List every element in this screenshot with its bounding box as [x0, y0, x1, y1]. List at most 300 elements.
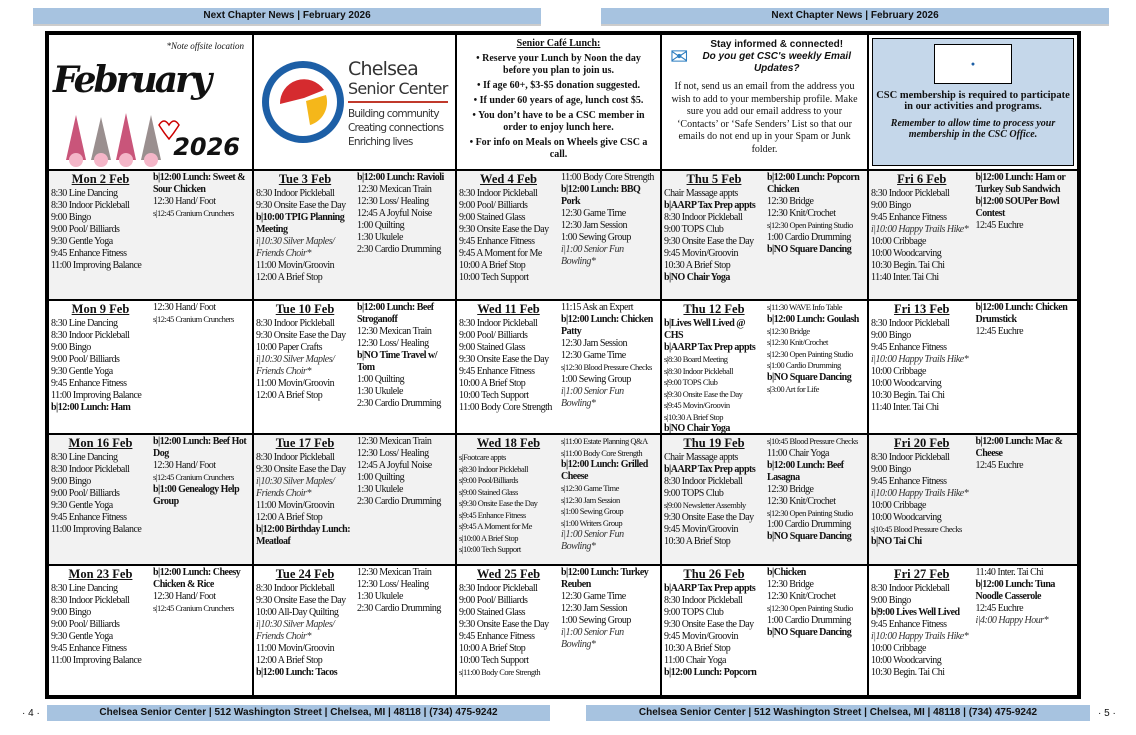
event-item: i|1:00 Senior Fun Bowling* — [561, 244, 624, 267]
event-item: 12:45 A Joyful Noise — [357, 208, 432, 219]
event-item: 9:30 Gentle Yoga — [51, 366, 113, 377]
event-item: s|9:00 Pool/Billiards — [459, 475, 518, 485]
event-item: 10:30 A Brief Stop — [664, 535, 731, 547]
logo-name-2: Senior Center — [348, 79, 448, 98]
event-item: s|12:30 Open Painting Studio — [767, 220, 853, 230]
event-item: s|Footcare appts — [459, 452, 506, 462]
event-item: i|10:00 Happy Trails Hike* — [871, 631, 969, 642]
day-cell — [661, 170, 868, 300]
event-item: 10:00 Woodcarving — [871, 512, 942, 523]
day-column-left — [51, 302, 151, 433]
event-item: b|Chicken — [767, 567, 806, 578]
day-column-left — [459, 567, 559, 695]
cafe-bullet-text: You don’t have to be a CSC member in order to enjoy lunch here. — [478, 110, 645, 133]
page-footer-right: Chelsea Senior Center | 512 Washington Street | Chelsea, MI | 48118 | (734) 475-9242 — [586, 705, 1090, 721]
cafe-title: Senior Café Lunch: — [516, 38, 601, 49]
event-item: i|1:00 Senior Fun Bowling* — [561, 627, 624, 650]
day-column-right — [355, 567, 454, 695]
event-item: 8:30 Line Dancing — [51, 188, 118, 199]
event-item: s|12:30 Bridge — [767, 325, 810, 336]
event-item: 10:00 A Brief Stop — [459, 643, 526, 654]
event-item: 12:00 A Brief Stop — [256, 655, 323, 666]
event-item: i|1:00 Senior Fun Bowling* — [561, 385, 624, 409]
email-updates-info — [661, 34, 868, 170]
event-item: 8:30 Line Dancing — [51, 318, 118, 329]
day-cell — [661, 300, 868, 434]
event-item: 12:00 A Brief Stop — [256, 390, 323, 401]
membership-info — [868, 34, 1078, 170]
day-cell — [456, 434, 661, 565]
event-item: 12:45 Euchre — [975, 326, 1024, 337]
event-item: 9:45 Enhance Fitness — [871, 619, 947, 630]
day-column-left — [871, 567, 974, 695]
event-item: 12:30 Mexican Train — [357, 436, 432, 447]
day-column-right — [355, 172, 454, 299]
event-item: 9:30 Onsite Ease the Day — [256, 595, 346, 606]
day-cell — [661, 434, 868, 565]
event-item: b|12:00 Lunch: Chicken Patty — [561, 314, 653, 337]
event-item: s|10:45 Blood Pressure Checks — [871, 524, 962, 534]
cafe-bullet: • If under 60 years of age, lunch cost $5. — [473, 95, 644, 106]
event-item: 9:00 Stained Glass — [459, 342, 525, 353]
day-date: Wed 25 Feb — [476, 567, 541, 581]
event-item: b|AARP Tax Prep appts — [664, 200, 756, 211]
event-item: 10:30 Begin. Tai Chi — [871, 390, 945, 401]
event-item: 11:00 Improving Balance — [51, 260, 142, 271]
day-cell — [253, 170, 456, 300]
cafe-bullet-text: If under 60 years of age, lunch cost $5. — [479, 95, 644, 106]
day-column-right — [974, 302, 1077, 433]
event-item: 1:00 Cardio Drumming — [767, 231, 851, 243]
event-item: 9:30 Onsite Ease the Day — [459, 224, 549, 235]
event-item: s|10:00 Tech Support — [459, 544, 521, 554]
event-item: 1:30 Ukulele — [357, 591, 403, 602]
event-item: b|12:00 Lunch: Chicken Drumstick — [975, 302, 1068, 325]
day-cell — [456, 170, 661, 300]
event-item: 12:45 A Joyful Noise — [357, 460, 432, 471]
day-column-left — [871, 302, 974, 433]
day-cell — [868, 434, 1078, 565]
event-item: 9:00 Bingo — [51, 607, 91, 618]
event-item: 8:30 Indoor Pickleball — [871, 452, 950, 463]
event-item: 12:30 Knit/Crochet — [767, 495, 836, 507]
event-item: s|3:00 Art for Life — [767, 383, 819, 394]
event-item: s|11:00 Estate Planning Q&A — [561, 436, 648, 446]
day-column-left — [51, 567, 151, 695]
event-item: b|12:00 Lunch: Sweet & Sour Chicken — [153, 172, 246, 195]
event-item: b|12:00 Lunch: Mac & Cheese — [975, 436, 1063, 459]
page-header-right: Next Chapter News | February 2026 — [601, 8, 1109, 26]
event-item: 9:45 Movin/Groovin — [664, 631, 739, 642]
event-item: 10:00 A Brief Stop — [459, 378, 526, 389]
day-date: Thu 12 Feb — [683, 302, 745, 316]
event-item: 11:00 Improving Balance — [51, 524, 142, 535]
event-item: 11:40 Inter. Tai Chi — [871, 402, 939, 413]
event-item: s|12:45 Cranium Crunchers — [153, 208, 234, 218]
event-item: 12:30 Hand/ Foot — [153, 460, 216, 471]
logo-cell — [253, 34, 456, 170]
event-item: 1:00 Sewing Group — [561, 615, 631, 626]
day-column-left — [664, 567, 765, 695]
event-item: 2:30 Cardio Drumming — [357, 603, 441, 614]
event-item: s|9:45 A Moment for Me — [459, 521, 532, 531]
event-item: b|12:00 Lunch: Goulash — [767, 313, 859, 325]
day-date: Mon 2 Feb — [71, 172, 130, 186]
event-item: 10:30 Begin. Tai Chi — [871, 667, 945, 678]
event-item: 9:00 Stained Glass — [459, 607, 525, 618]
event-item: i|10:00 Happy Trails Hike* — [871, 488, 969, 499]
event-item: 9:45 Enhance Fitness — [459, 366, 535, 377]
day-column-right — [765, 302, 866, 433]
event-item: 10:00 All-Day Quilting — [256, 607, 339, 618]
event-item: 9:45 Enhance Fitness — [871, 212, 947, 223]
event-item: 8:30 Line Dancing — [51, 583, 118, 594]
event-item: 12:30 Game Time — [561, 208, 626, 219]
day-column-right — [559, 436, 659, 564]
logo-tagline-2: Creating connections — [348, 122, 444, 134]
event-item: 10:00 Cribbage — [871, 643, 926, 654]
event-item: 1:00 Quilting — [357, 374, 405, 385]
event-item: 1:30 Ukulele — [357, 386, 403, 397]
day-date: Tue 17 Feb — [275, 436, 335, 450]
event-item: 9:30 Onsite Ease the Day — [256, 464, 346, 475]
cafe-bullet-text: If age 60+, $3-$5 donation suggested. — [482, 80, 641, 91]
event-item: 12:30 Game Time — [561, 591, 626, 602]
event-item: 10:30 Begin. Tai Chi — [871, 260, 945, 271]
event-item: b|12:00 Lunch: Turkey Reuben — [561, 567, 649, 590]
event-item: 9:00 TOPS Club — [664, 224, 724, 235]
day-column-left — [664, 172, 765, 299]
event-item: s|1:00 Writers Group — [561, 517, 623, 528]
event-item: 8:30 Indoor Pickleball — [51, 330, 130, 341]
event-item: s|12:30 Jam Session — [561, 494, 620, 505]
event-item: b|12:00 Lunch: Beef Stroganoff — [357, 302, 434, 325]
event-item: 11:00 Chair Yoga — [767, 447, 829, 459]
event-item: 12:30 Loss/ Healing — [357, 338, 429, 349]
event-item: s|1:00 Cardio Drumming — [767, 360, 841, 370]
day-column-left — [871, 172, 974, 299]
event-item: i|4:00 Happy Hour* — [975, 615, 1049, 626]
day-date: Tue 3 Feb — [278, 172, 332, 186]
day-date: Mon 16 Feb — [68, 436, 133, 450]
day-date: Fri 27 Feb — [893, 567, 950, 581]
event-item: b|NO Square Dancing — [767, 626, 852, 638]
event-item: 12:30 Bridge — [767, 579, 814, 590]
event-item: 9:45 Enhance Fitness — [51, 512, 127, 523]
event-item: 11:00 Movin/Groovin — [256, 500, 335, 511]
day-column-left — [51, 436, 151, 564]
event-item: 8:30 Indoor Pickleball — [51, 464, 130, 475]
event-item: 11:00 Improving Balance — [51, 655, 142, 666]
day-date: Tue 10 Feb — [275, 302, 335, 316]
day-column-right — [974, 567, 1077, 695]
event-item: s|10:30 A Brief Stop — [664, 411, 724, 422]
day-column-left — [664, 436, 765, 564]
event-item: 8:30 Indoor Pickleball — [256, 188, 335, 199]
event-item: 9:00 Pool/ Billiards — [51, 224, 120, 235]
event-item: 11:00 Movin/Groovin — [256, 643, 335, 654]
day-date: Wed 4 Feb — [480, 172, 537, 186]
day-column-right — [765, 436, 866, 564]
event-item: 2:30 Cardio Drumming — [357, 496, 441, 507]
day-column-right — [765, 567, 866, 695]
day-column-right — [765, 172, 866, 299]
event-item: 9:30 Onsite Ease the Day — [664, 236, 754, 247]
day-column-right — [355, 436, 454, 564]
event-item: b|12:00 Lunch: Popcorn — [664, 667, 757, 678]
event-item: 9:45 Enhance Fitness — [459, 236, 535, 247]
event-item: i|1:00 Senior Fun Bowling* — [561, 529, 624, 552]
event-item: 9:30 Onsite Ease the Day — [664, 511, 754, 523]
event-item: 12:30 Jam Session — [561, 338, 627, 349]
event-item: 12:30 Knit/Crochet — [767, 591, 836, 602]
event-item: Chair Massage appts — [664, 188, 738, 199]
membership-required: CSC membership is required to participate in our activities and programs. — [876, 90, 1070, 112]
event-item: 12:00 A Brief Stop — [256, 272, 323, 283]
event-item: 8:30 Indoor Pickleball — [51, 200, 130, 211]
day-column-right — [974, 436, 1077, 564]
day-column-left — [871, 436, 974, 564]
page-footer-left: Chelsea Senior Center | 512 Washington Street | Chelsea, MI | 48118 | (734) 475-9242 — [47, 705, 550, 721]
event-item: b|NO Square Dancing — [767, 243, 852, 255]
event-item: 9:00 Stained Glass — [459, 212, 525, 223]
email-title: Stay informed & connected! — [710, 39, 844, 50]
day-cell — [253, 565, 456, 696]
day-column-left — [459, 436, 559, 564]
small-logo-icon: ● — [934, 44, 1012, 84]
cafe-bullet: • You don’t have to be a CSC member in order to enjoy lunch here. — [472, 110, 645, 133]
day-column-right — [559, 302, 659, 433]
event-item: 9:00 Bingo — [51, 212, 91, 223]
event-item: b|NO Chair Yoga — [664, 272, 730, 283]
event-item: b|AARP Tax Prep appts — [664, 342, 756, 353]
event-item: 12:00 A Brief Stop — [256, 512, 323, 523]
event-item: 9:00 Bingo — [871, 200, 911, 211]
event-item: 8:30 Indoor Pickleball — [871, 583, 950, 594]
event-item: 8:30 Indoor Pickleball — [256, 583, 335, 594]
event-item: 9:00 Bingo — [871, 330, 911, 341]
event-item: b|AARP Tax Prep appts — [664, 464, 756, 475]
event-item: 9:45 Enhance Fitness — [871, 342, 947, 353]
event-item: 9:30 Gentle Yoga — [51, 631, 113, 642]
day-column-left — [51, 172, 151, 299]
event-item: 1:30 Ukulele — [357, 484, 403, 495]
event-item: 10:00 Cribbage — [871, 366, 926, 377]
event-item: 1:00 Sewing Group — [561, 373, 631, 385]
event-item: b|AARP Tax Prep appts — [664, 583, 756, 594]
event-item: 12:30 Loss/ Healing — [357, 579, 429, 590]
event-item: 12:30 Bridge — [767, 196, 814, 207]
event-item: 10:00 Cribbage — [871, 500, 926, 511]
day-date: Tue 24 Feb — [275, 567, 335, 581]
event-item: 1:30 Ukulele — [357, 232, 403, 243]
cafe-bullet: • Reserve your Lunch by Noon the day before you plan to join us. — [476, 53, 641, 76]
event-item: b|12:00 Lunch: Ham — [51, 402, 131, 413]
event-item: b|12:00 Lunch: Beef Lasagna — [767, 459, 844, 483]
day-column-left — [256, 302, 355, 433]
membership-note: Remember to allow time to process your membership in the CSC Office. — [890, 118, 1056, 140]
event-item: b|NO Square Dancing — [767, 531, 852, 542]
event-item: s|9:00 TOPS Club — [664, 377, 718, 387]
event-item: 11:00 Chair Yoga — [664, 655, 726, 666]
day-column-right — [355, 302, 454, 433]
event-item: 12:30 Loss/ Healing — [357, 196, 429, 207]
event-item: 1:00 Sewing Group — [561, 232, 631, 243]
day-cell — [48, 170, 253, 300]
event-item: 1:00 Cardio Drumming — [767, 614, 851, 626]
event-item: s|11:30 WAVE Info Table — [767, 302, 842, 312]
event-item: 12:30 Jam Session — [561, 220, 627, 231]
day-column-right — [151, 172, 251, 299]
event-item: 10:00 Woodcarving — [871, 378, 942, 389]
event-item: b|9:00 Lives Well Lived — [871, 607, 960, 618]
event-item: 10:00 Tech Support — [459, 272, 529, 283]
page-number-left: · 4 · — [22, 708, 40, 719]
event-item: s|12:45 Cranium Crunchers — [153, 314, 234, 324]
page-number-right: · 5 · — [1098, 708, 1116, 719]
event-item: 10:00 Tech Support — [459, 390, 529, 401]
email-body: If not, send us an email from the address you wish to add to your membership profile. Make sure you add our email address to your ‘Contacts’ or ‘Safe Senders’ List so that our emails do not end up in your Spam or Junk folder. — [671, 81, 858, 155]
event-item: 12:30 Jam Session — [561, 603, 627, 614]
event-item: 8:30 Indoor Pickleball — [664, 595, 743, 606]
event-item: 8:30 Line Dancing — [51, 452, 118, 463]
event-item: b|1:00 Genealogy Help Group — [153, 483, 240, 507]
event-item: b|12:00 Lunch: Tuna Noodle Casserole — [975, 579, 1055, 602]
event-item: s|12:30 Blood Pressure Checks — [561, 362, 652, 372]
day-cell — [253, 434, 456, 565]
event-item: 10:00 Cribbage — [871, 236, 926, 247]
day-date: Fri 20 Feb — [893, 436, 950, 450]
day-cell — [48, 434, 253, 565]
event-item: 10:30 A Brief Stop — [664, 260, 731, 271]
day-column-left — [256, 172, 355, 299]
event-item: 9:45 Enhance Fitness — [459, 631, 535, 642]
event-item: s|12:30 Knit/Crochet — [767, 337, 828, 347]
event-item: 11:00 Movin/Groovin — [256, 378, 335, 389]
event-item: 8:30 Indoor Pickleball — [871, 318, 950, 329]
event-item: b|NO Tai Chi — [871, 535, 922, 547]
day-cell — [661, 565, 868, 696]
event-item: 9:00 Bingo — [871, 595, 911, 606]
event-item: i|10:00 Happy Trails Hike* — [871, 354, 969, 365]
event-item: 9:45 Movin/Groovin — [664, 248, 739, 259]
event-item: i|10:00 Happy Trails Hike* — [871, 224, 969, 235]
event-item: s|10:45 Blood Pressure Checks — [767, 436, 858, 446]
event-item: s|10:00 A Brief Stop — [459, 532, 519, 543]
day-cell — [456, 565, 661, 696]
event-item: b|12:00 Lunch: Ravioli — [357, 172, 444, 183]
event-item: b|12:00 Lunch: Beef Hot Dog — [153, 436, 247, 459]
event-item: b|12:00 Lunch: Popcorn Chicken — [767, 172, 860, 195]
event-item: 12:30 Hand/ Foot — [153, 591, 216, 602]
event-item: s|12:30 Open Painting Studio — [767, 348, 853, 359]
event-item: 8:30 Indoor Pickleball — [51, 595, 130, 606]
day-cell — [456, 300, 661, 434]
offsite-note: *Note offsite location — [166, 41, 244, 51]
event-item: 9:45 A Moment for Me — [459, 248, 542, 259]
event-item: 9:45 Enhance Fitness — [51, 248, 127, 259]
day-column-right — [974, 172, 1077, 299]
event-item: s|8:30 Indoor Pickleball — [664, 365, 734, 376]
cafe-bullet: • If age 60+, $3-$5 donation suggested. — [476, 80, 641, 91]
event-item: 8:30 Indoor Pickleball — [459, 188, 538, 199]
event-item: 8:30 Indoor Pickleball — [459, 318, 538, 329]
event-item: 9:00 Pool/ Billiards — [51, 354, 120, 365]
event-item: 9:30 Onsite Ease the Day — [664, 619, 754, 630]
event-item: s|11:00 Body Core Strength — [561, 447, 643, 458]
event-item: i|10:30 Silver Maples/ Friends Choir* — [256, 476, 335, 499]
day-column-right — [151, 567, 251, 695]
day-cell — [868, 170, 1078, 300]
event-item: s|1:00 Sewing Group — [561, 506, 624, 516]
day-cell — [48, 565, 253, 696]
day-column-left — [256, 436, 355, 564]
day-date: Fri 13 Feb — [893, 302, 950, 316]
event-item: 9:00 Pool/ Billiards — [51, 488, 120, 499]
event-item: 8:30 Indoor Pickleball — [871, 188, 950, 199]
day-cell — [253, 300, 456, 434]
event-item: 12:30 Knit/Crochet — [767, 208, 836, 219]
event-item: 12:30 Mexican Train — [357, 326, 432, 337]
event-item: s|9:30 Onsite Ease the Day — [459, 498, 538, 508]
day-date: Thu 26 Feb — [683, 567, 745, 581]
event-item: b|Lives Well Lived @ CHS — [664, 318, 746, 341]
event-item: 11:40 Inter. Tai Chi — [975, 567, 1044, 578]
event-item: s|12:30 Open Painting Studio — [767, 603, 853, 613]
event-item: s|12:45 Cranium Crunchers — [153, 603, 234, 613]
calendar-grid — [45, 31, 1081, 699]
event-item: 12:45 Euchre — [975, 220, 1024, 231]
event-item: 12:30 Hand/ Foot — [153, 302, 216, 313]
event-item: s|11:00 Body Core Strength — [459, 667, 541, 677]
event-item: i|10:30 Silver Maples/ Friends Choir* — [256, 619, 335, 642]
event-item: 9:00 Bingo — [871, 464, 911, 475]
event-item: 8:30 Indoor Pickleball — [256, 318, 335, 329]
day-cell — [868, 300, 1078, 434]
day-column-left — [256, 567, 355, 695]
event-item: 8:30 Indoor Pickleball — [664, 476, 743, 487]
event-item: s|9:45 Enhance Fitness — [459, 509, 526, 520]
cafe-bullet: • For info on Meals on Wheels give CSC a call. — [469, 137, 648, 160]
event-item: b|12:00 Lunch: BBQ Pork — [561, 184, 641, 207]
event-item: b|NO Square Dancing — [767, 371, 852, 383]
event-item: 11:15 Ask an Expert — [561, 302, 634, 313]
event-item: 9:45 Enhance Fitness — [51, 643, 127, 654]
event-item: 10:00 Paper Crafts — [256, 342, 322, 353]
day-column-left — [459, 172, 559, 299]
event-item: 12:30 Loss/ Healing — [357, 448, 429, 459]
event-item: 9:00 TOPS Club — [664, 607, 724, 618]
event-item: 11:00 Body Core Strength — [459, 402, 552, 413]
event-item: i|10:30 Silver Maples/ Friends Choir* — [256, 354, 335, 377]
event-item: b|12:00 Lunch: Ham or Turkey Sub Sandwich — [975, 172, 1066, 195]
gnomes-illustration — [61, 105, 181, 167]
day-date: Mon 23 Feb — [68, 567, 133, 581]
event-item: 11:00 Movin/Groovin — [256, 260, 335, 271]
email-envelope-icon: ✉ — [670, 43, 689, 69]
event-item: 9:00 Bingo — [51, 476, 91, 487]
event-item: 9:30 Onsite Ease the Day — [256, 200, 346, 211]
day-column-right — [559, 567, 659, 695]
email-question: Do you get CSC's weekly Email Updates? — [702, 51, 851, 74]
event-item: 10:00 Tech Support — [459, 655, 529, 666]
page-header-left: Next Chapter News | February 2026 — [33, 8, 541, 26]
event-item: s|12:45 Cranium Crunchers — [153, 472, 234, 482]
event-item: 10:00 Woodcarving — [871, 655, 942, 666]
event-item: 9:00 Bingo — [51, 342, 91, 353]
event-item: 2:30 Cardio Drumming — [357, 244, 441, 255]
event-item: s|9:00 Stained Glass — [459, 486, 518, 497]
